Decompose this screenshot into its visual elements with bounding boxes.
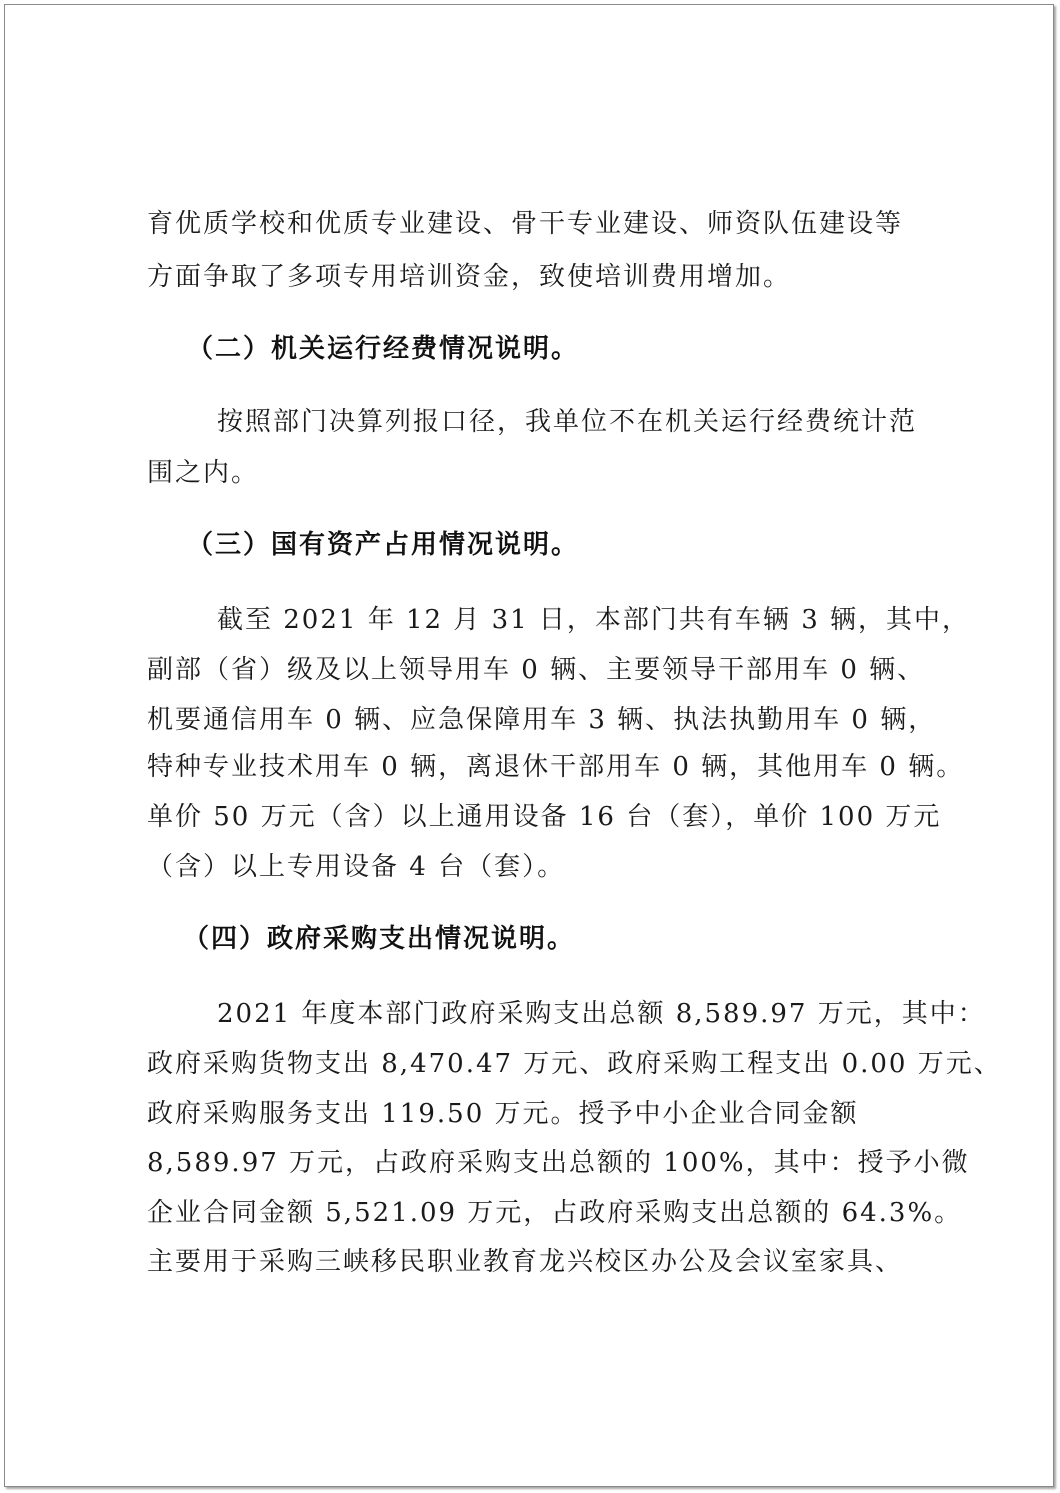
section-heading-2: （二）机关运行经费情况说明。 xyxy=(187,334,580,364)
paragraph-line: 副部（省）级及以上领导用车 0 辆、主要领导干部用车 0 辆、 xyxy=(147,655,926,685)
paragraph-line: 主要用于采购三峡移民职业教育龙兴校区办公及会议室家具、 xyxy=(147,1247,904,1277)
paragraph-line: 围之内。 xyxy=(147,458,260,488)
section-heading-3: （三）国有资产占用情况说明。 xyxy=(187,530,580,560)
paragraph-line: 机要通信用车 0 辆、应急保障用车 3 辆、执法执勤用车 0 辆， xyxy=(147,705,937,735)
paragraph-line: 政府采购货物支出 8,470.47 万元、政府采购工程支出 0.00 万元、 xyxy=(147,1049,1002,1079)
paragraph-line: 育优质学校和优质专业建设、骨干专业建设、师资队伍建设等 xyxy=(147,209,904,239)
paragraph-line: 特种专业技术用车 0 辆，离退休干部用车 0 辆，其他用车 0 辆。 xyxy=(147,752,965,782)
paragraph-line: 政府采购服务支出 119.50 万元。授予中小企业合同金额 xyxy=(147,1099,859,1129)
paragraph-line: 2021 年度本部门政府采购支出总额 8,589.97 万元，其中： xyxy=(217,999,986,1029)
paragraph-line: 按照部门决算列报口径，我单位不在机关运行经费统计范 xyxy=(217,407,918,437)
paragraph-line: 企业合同金额 5,521.09 万元，占政府采购支出总额的 64.3%。 xyxy=(147,1198,963,1228)
paragraph-line: 8,589.97 万元，占政府采购支出总额的 100%，其中：授予小微 xyxy=(147,1148,970,1178)
paragraph-line: 方面争取了多项专用培训资金，致使培训费用增加。 xyxy=(147,262,792,292)
paragraph-line: 截至 2021 年 12 月 31 日，本部门共有车辆 3 辆，其中， xyxy=(217,605,970,635)
paragraph-line: （含）以上专用设备 4 台（套）。 xyxy=(147,852,566,882)
paragraph-line: 单价 50 万元（含）以上通用设备 16 台（套），单价 100 万元 xyxy=(147,802,942,832)
section-heading-4: （四）政府采购支出情况说明。 xyxy=(183,924,576,954)
document-page xyxy=(4,4,1054,1487)
